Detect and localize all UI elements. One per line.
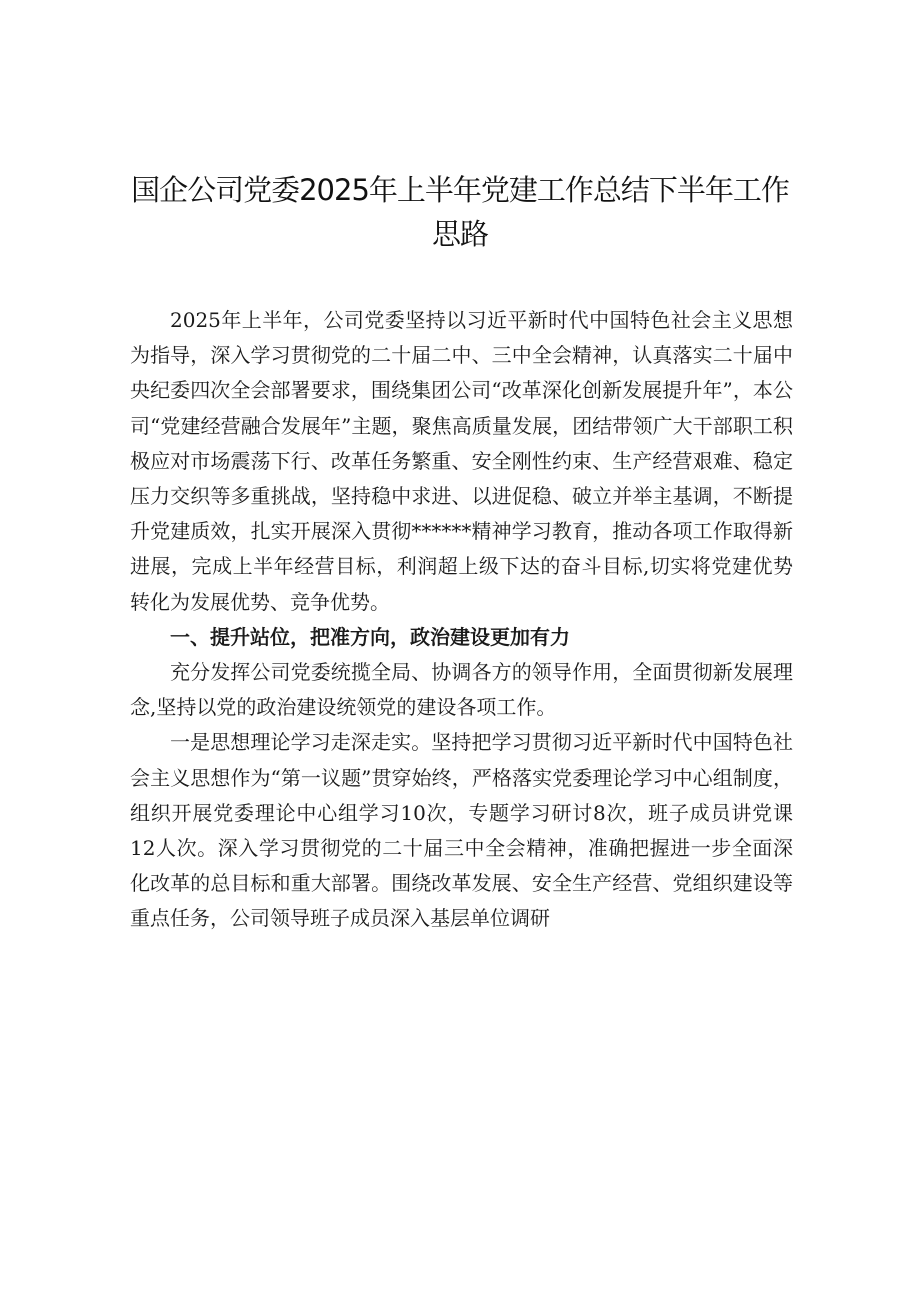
- document-body: [130, 303, 793, 937]
- section-1-intro-paragraph: 充分发挥公司党委统揽全局、协调各方的领导作用，全面贯彻新发展理念,坚持以党的政治建设统领党的建设各项工作。: [130, 660, 793, 720]
- document-title: 国企公司党委2025年上半年党建工作总结下半年工作思路: [131, 173, 789, 251]
- section-heading-1: 一、提升站位，把准方向，政治建设更加有力: [170, 624, 570, 649]
- intro-paragraph: 2025年上半年，公司党委坚持以习近平新时代中国特色社会主义思想为指导，深入学习贯彻党的二十届二中、三中全会精神，认真落实二十届中央纪委四次全会部署要求，围绕集团公司“改革深化创新发展提升年”，本公司“党建经营融合发展年”主题，聚焦高质量发展，团结带领广大干部职工积极应对市场震荡下行、改革任务繁重、安全刚性约束、生产经营艰难、稳定压力交织等多重挑战，坚持稳中求进、以进促稳、破立并举主基调，不断提升党建质效，扎实开展深入贯彻******精神学习教育，推动各项工作取得新进展，完成上半年经营目标，利润超上级下达的奋斗目标,切实将党建优势转化为发展优势、竞争优势。: [130, 308, 793, 614]
- section-1-point-1-paragraph: 一是思想理论学习走深走实。坚持把学习贯彻习近平新时代中国特色社会主义思想作为“第一议题”贯穿始终，严格落实党委理论学习中心组制度，组织开展党委理论中心组学习10次，专题学习研讨8次，班子成员讲党课12人次。深入学习贯彻党的二十届三中全会精神，准确把握进一步全面深化改革的总目标和重大部署。围绕改革发展、安全生产经营、党组织建设等重点任务，公司领导班子成员深入基层单位调研: [130, 730, 793, 931]
